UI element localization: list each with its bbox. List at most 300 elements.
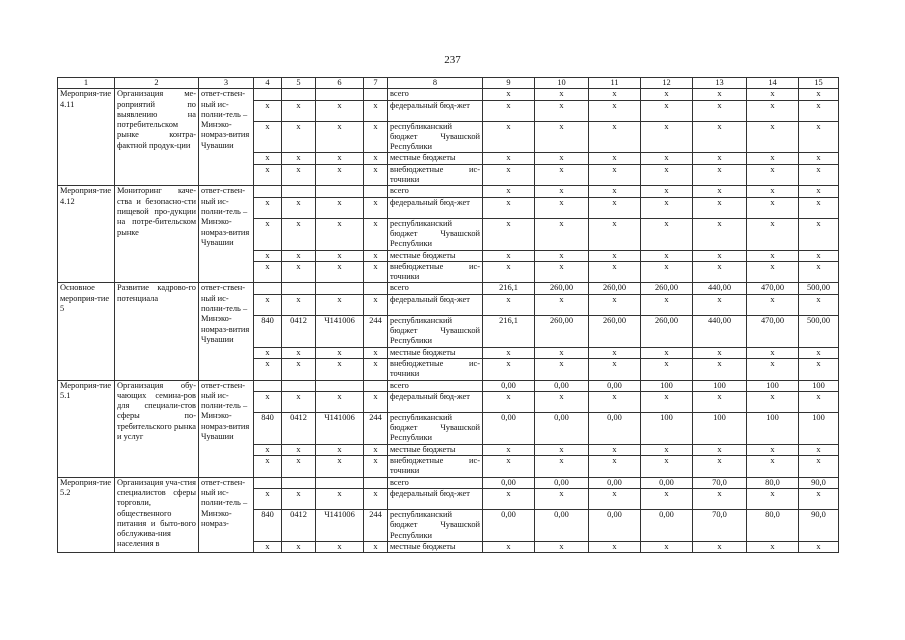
year-value-cell: x bbox=[483, 89, 535, 100]
year-value-cell: x bbox=[799, 186, 839, 197]
year-value-cell: x bbox=[535, 164, 589, 186]
year-value-cell: x bbox=[589, 121, 641, 153]
year-value-cell: x bbox=[799, 164, 839, 186]
year-value-cell: x bbox=[641, 456, 693, 478]
budget-code-cell: x bbox=[316, 391, 364, 412]
table-row bbox=[58, 186, 839, 197]
activity-name: Мониторинг каче-ства и безопасно-сти пищевой про-дукции на потре-бительском рынке bbox=[115, 186, 199, 283]
budget-code-cell bbox=[316, 283, 364, 294]
budget-code-cell: x bbox=[364, 100, 388, 121]
year-value-cell: 90,0 bbox=[799, 477, 839, 488]
funding-source: федеральный бюд-жет bbox=[388, 391, 483, 412]
activity-number: Основное мероприя-тие 5 bbox=[58, 283, 115, 380]
budget-code-cell: Ч141006 bbox=[316, 412, 364, 444]
year-value-cell: x bbox=[483, 218, 535, 250]
budget-code-cell: x bbox=[254, 164, 282, 186]
year-value-cell: 260,00 bbox=[589, 315, 641, 347]
year-value-cell: x bbox=[693, 250, 747, 261]
budget-code-cell bbox=[282, 380, 316, 391]
budget-code-cell: 840 bbox=[254, 509, 282, 541]
year-value-cell: x bbox=[535, 261, 589, 283]
budget-code-cell: x bbox=[254, 153, 282, 164]
budget-code-cell bbox=[364, 380, 388, 391]
year-value-cell: x bbox=[799, 250, 839, 261]
year-value-cell: x bbox=[589, 186, 641, 197]
year-value-cell: x bbox=[799, 197, 839, 218]
year-value-cell: 260,00 bbox=[641, 283, 693, 294]
budget-code-cell bbox=[364, 477, 388, 488]
year-value-cell: x bbox=[589, 391, 641, 412]
year-value-cell: x bbox=[589, 358, 641, 380]
budget-code-cell: 840 bbox=[254, 412, 282, 444]
year-value-cell: x bbox=[589, 100, 641, 121]
year-value-cell: x bbox=[483, 444, 535, 455]
budget-code-cell: 244 bbox=[364, 412, 388, 444]
year-value-cell: x bbox=[641, 261, 693, 283]
year-value-cell: x bbox=[747, 250, 799, 261]
budget-code-cell: x bbox=[254, 391, 282, 412]
budget-code-cell bbox=[316, 477, 364, 488]
budget-code-cell bbox=[364, 283, 388, 294]
budget-code-cell: x bbox=[364, 261, 388, 283]
table-row bbox=[58, 380, 839, 391]
year-value-cell: 260,00 bbox=[641, 315, 693, 347]
year-value-cell: x bbox=[641, 250, 693, 261]
year-value-cell: x bbox=[535, 186, 589, 197]
budget-code-cell: x bbox=[316, 456, 364, 478]
activity-number: Мероприя-тие 5.1 bbox=[58, 380, 115, 477]
year-value-cell: 0,00 bbox=[589, 412, 641, 444]
year-value-cell: 80,0 bbox=[747, 477, 799, 488]
year-value-cell: x bbox=[641, 121, 693, 153]
funding-source: внебюджетные ис-точники bbox=[388, 164, 483, 186]
budget-code-cell: 244 bbox=[364, 315, 388, 347]
year-value-cell: x bbox=[589, 541, 641, 552]
funding-source: внебюджетные ис-точники bbox=[388, 358, 483, 380]
budget-code-cell: x bbox=[364, 488, 388, 509]
year-value-cell: x bbox=[799, 347, 839, 358]
year-value-cell: x bbox=[535, 250, 589, 261]
budget-code-cell: x bbox=[254, 121, 282, 153]
year-value-cell: x bbox=[483, 358, 535, 380]
budget-code-cell: x bbox=[282, 164, 316, 186]
budget-code-cell bbox=[254, 380, 282, 391]
responsible-executor: ответ-ствен-ный ис-полни-тель – Минэко-номраз-вития Чувашии bbox=[199, 380, 254, 477]
funding-source: внебюджетные ис-точники bbox=[388, 456, 483, 478]
year-value-cell: x bbox=[693, 358, 747, 380]
year-value-cell: x bbox=[641, 186, 693, 197]
year-value-cell: 100 bbox=[693, 412, 747, 444]
year-value-cell: 500,00 bbox=[799, 315, 839, 347]
budget-code-cell: x bbox=[364, 541, 388, 552]
column-number: 10 bbox=[535, 78, 589, 89]
year-value-cell: 0,00 bbox=[641, 477, 693, 488]
budget-code-cell: x bbox=[254, 261, 282, 283]
budget-code-cell: x bbox=[282, 250, 316, 261]
activity-name: Организация обу-чающих семина-ров для специали-стов сферы по-требительского рынка и услуг bbox=[115, 380, 199, 477]
budget-code-cell: x bbox=[364, 444, 388, 455]
budget-code-cell: x bbox=[282, 153, 316, 164]
year-value-cell: x bbox=[483, 456, 535, 478]
year-value-cell: x bbox=[693, 164, 747, 186]
year-value-cell: 80,0 bbox=[747, 509, 799, 541]
year-value-cell: x bbox=[535, 218, 589, 250]
year-value-cell: x bbox=[747, 197, 799, 218]
year-value-cell: x bbox=[693, 294, 747, 315]
year-value-cell: x bbox=[693, 153, 747, 164]
year-value-cell: x bbox=[641, 164, 693, 186]
budget-code-cell bbox=[316, 380, 364, 391]
year-value-cell: x bbox=[535, 358, 589, 380]
budget-code-cell: x bbox=[254, 250, 282, 261]
budget-code-cell: x bbox=[254, 444, 282, 455]
year-value-cell: 100 bbox=[799, 412, 839, 444]
year-value-cell: x bbox=[535, 197, 589, 218]
year-value-cell: x bbox=[589, 261, 641, 283]
year-value-cell: x bbox=[641, 358, 693, 380]
year-value-cell: x bbox=[535, 153, 589, 164]
budget-code-cell bbox=[254, 89, 282, 100]
responsible-executor: ответ-ствен-ный ис-полни-тель – Минэко-номраз-вития Чувашии bbox=[199, 186, 254, 283]
year-value-cell: x bbox=[535, 444, 589, 455]
funding-source: всего bbox=[388, 380, 483, 391]
year-value-cell: x bbox=[483, 347, 535, 358]
budget-code-cell: x bbox=[282, 456, 316, 478]
funding-source: местные бюджеты bbox=[388, 541, 483, 552]
year-value-cell: x bbox=[589, 294, 641, 315]
year-value-cell: x bbox=[535, 294, 589, 315]
year-value-cell: x bbox=[693, 121, 747, 153]
year-value-cell: 0,00 bbox=[535, 509, 589, 541]
budget-code-cell: x bbox=[316, 444, 364, 455]
budget-code-cell: 840 bbox=[254, 315, 282, 347]
funding-source: республиканский бюджет Чувашской Республики bbox=[388, 509, 483, 541]
year-value-cell: x bbox=[483, 391, 535, 412]
table-row bbox=[58, 283, 839, 294]
budget-code-cell: x bbox=[282, 488, 316, 509]
budget-code-cell: x bbox=[364, 164, 388, 186]
column-number: 15 bbox=[799, 78, 839, 89]
year-value-cell: 100 bbox=[641, 412, 693, 444]
funding-source: федеральный бюд-жет bbox=[388, 294, 483, 315]
year-value-cell: x bbox=[641, 488, 693, 509]
year-value-cell: 0,00 bbox=[641, 509, 693, 541]
activity-name: Организация ме-роприятий по выявлению на потребительском рынке контра-фактной продук-ции bbox=[115, 89, 199, 186]
year-value-cell: x bbox=[535, 488, 589, 509]
year-value-cell: x bbox=[747, 541, 799, 552]
budget-code-cell: 0412 bbox=[282, 412, 316, 444]
year-value-cell: x bbox=[693, 488, 747, 509]
year-value-cell: x bbox=[535, 121, 589, 153]
year-value-cell: x bbox=[799, 456, 839, 478]
responsible-executor: ответ-ствен-ный ис-полни-тель – Минэко-номраз-вития Чувашии bbox=[199, 283, 254, 380]
year-value-cell: x bbox=[641, 444, 693, 455]
column-number: 6 bbox=[316, 78, 364, 89]
year-value-cell: 90,0 bbox=[799, 509, 839, 541]
year-value-cell: x bbox=[535, 347, 589, 358]
year-value-cell: x bbox=[799, 358, 839, 380]
year-value-cell: 70,0 bbox=[693, 477, 747, 488]
year-value-cell: 100 bbox=[747, 412, 799, 444]
year-value-cell: x bbox=[693, 218, 747, 250]
year-value-cell: x bbox=[535, 456, 589, 478]
budget-code-cell bbox=[282, 186, 316, 197]
year-value-cell: x bbox=[693, 391, 747, 412]
column-number: 4 bbox=[254, 78, 282, 89]
year-value-cell: 0,00 bbox=[589, 509, 641, 541]
funding-source: местные бюджеты bbox=[388, 250, 483, 261]
year-value-cell: x bbox=[535, 89, 589, 100]
year-value-cell: x bbox=[747, 347, 799, 358]
budget-code-cell: x bbox=[364, 456, 388, 478]
funding-source: внебюджетные ис-точники bbox=[388, 261, 483, 283]
budget-code-cell: x bbox=[254, 197, 282, 218]
budget-code-cell: x bbox=[254, 488, 282, 509]
budget-code-cell bbox=[364, 89, 388, 100]
year-value-cell: x bbox=[641, 153, 693, 164]
year-value-cell: x bbox=[693, 100, 747, 121]
budget-code-cell: x bbox=[316, 121, 364, 153]
budget-code-cell: x bbox=[364, 250, 388, 261]
year-value-cell: x bbox=[483, 186, 535, 197]
budget-code-cell: x bbox=[316, 100, 364, 121]
table-row bbox=[58, 89, 839, 100]
year-value-cell: x bbox=[483, 261, 535, 283]
budget-code-cell: x bbox=[282, 100, 316, 121]
year-value-cell: x bbox=[747, 488, 799, 509]
budget-code-cell: x bbox=[316, 294, 364, 315]
year-value-cell: x bbox=[641, 294, 693, 315]
funding-source: республиканский бюджет Чувашской Республики bbox=[388, 121, 483, 153]
year-value-cell: x bbox=[799, 100, 839, 121]
year-value-cell: x bbox=[799, 444, 839, 455]
year-value-cell: x bbox=[483, 153, 535, 164]
year-value-cell: 100 bbox=[641, 380, 693, 391]
year-value-cell: x bbox=[799, 488, 839, 509]
year-value-cell: x bbox=[641, 391, 693, 412]
year-value-cell: x bbox=[693, 89, 747, 100]
year-value-cell: x bbox=[535, 391, 589, 412]
funding-source: местные бюджеты bbox=[388, 347, 483, 358]
funding-source: всего bbox=[388, 89, 483, 100]
year-value-cell: 0,00 bbox=[589, 477, 641, 488]
activity-name: Развитие кадрово-го потенциала bbox=[115, 283, 199, 380]
column-number: 8 bbox=[388, 78, 483, 89]
year-value-cell: 0,00 bbox=[535, 412, 589, 444]
budget-code-cell: x bbox=[316, 488, 364, 509]
year-value-cell: x bbox=[747, 294, 799, 315]
budget-code-cell: x bbox=[254, 541, 282, 552]
budget-code-cell bbox=[254, 477, 282, 488]
column-number: 13 bbox=[693, 78, 747, 89]
year-value-cell: x bbox=[799, 391, 839, 412]
year-value-cell: x bbox=[747, 121, 799, 153]
year-value-cell: 260,00 bbox=[589, 283, 641, 294]
year-value-cell: x bbox=[747, 218, 799, 250]
budget-code-cell: Ч141006 bbox=[316, 315, 364, 347]
year-value-cell: x bbox=[589, 197, 641, 218]
year-value-cell: x bbox=[483, 541, 535, 552]
year-value-cell: x bbox=[589, 444, 641, 455]
budget-code-cell: Ч141006 bbox=[316, 509, 364, 541]
budget-code-cell: x bbox=[282, 391, 316, 412]
year-value-cell: x bbox=[535, 541, 589, 552]
budget-code-cell: 244 bbox=[364, 509, 388, 541]
year-value-cell: x bbox=[693, 541, 747, 552]
year-value-cell: 0,00 bbox=[483, 380, 535, 391]
year-value-cell: x bbox=[693, 261, 747, 283]
budget-code-cell: x bbox=[316, 261, 364, 283]
year-value-cell: x bbox=[589, 347, 641, 358]
budget-code-cell: x bbox=[316, 164, 364, 186]
year-value-cell: x bbox=[693, 197, 747, 218]
year-value-cell: 500,00 bbox=[799, 283, 839, 294]
budget-code-cell bbox=[282, 283, 316, 294]
year-value-cell: x bbox=[799, 121, 839, 153]
year-value-cell: x bbox=[799, 261, 839, 283]
funding-source: федеральный бюд-жет bbox=[388, 197, 483, 218]
year-value-cell: 0,00 bbox=[483, 509, 535, 541]
year-value-cell: 70,0 bbox=[693, 509, 747, 541]
year-value-cell: x bbox=[483, 488, 535, 509]
year-value-cell: x bbox=[693, 444, 747, 455]
column-number: 1 bbox=[58, 78, 115, 89]
year-value-cell: x bbox=[483, 250, 535, 261]
year-value-cell: x bbox=[641, 218, 693, 250]
budget-code-cell: x bbox=[316, 250, 364, 261]
year-value-cell: x bbox=[799, 294, 839, 315]
budget-table bbox=[57, 77, 839, 553]
responsible-executor: ответ-ствен-ный ис-полни-тель – Минэко-номраз- bbox=[199, 477, 254, 552]
year-value-cell: 216,1 bbox=[483, 315, 535, 347]
budget-code-cell: x bbox=[364, 197, 388, 218]
column-number: 11 bbox=[589, 78, 641, 89]
year-value-cell: x bbox=[589, 164, 641, 186]
year-value-cell: x bbox=[641, 197, 693, 218]
funding-source: местные бюджеты bbox=[388, 444, 483, 455]
budget-code-cell: x bbox=[364, 153, 388, 164]
budget-code-cell: x bbox=[282, 541, 316, 552]
year-value-cell: x bbox=[747, 456, 799, 478]
budget-code-cell: x bbox=[254, 358, 282, 380]
budget-code-cell: x bbox=[364, 294, 388, 315]
budget-code-cell: 0412 bbox=[282, 509, 316, 541]
year-value-cell: 440,00 bbox=[693, 315, 747, 347]
budget-code-cell: x bbox=[282, 218, 316, 250]
budget-code-cell: x bbox=[316, 197, 364, 218]
column-number: 9 bbox=[483, 78, 535, 89]
budget-code-cell: x bbox=[282, 261, 316, 283]
budget-code-cell: x bbox=[364, 347, 388, 358]
year-value-cell: x bbox=[799, 153, 839, 164]
budget-code-cell bbox=[254, 186, 282, 197]
budget-code-cell bbox=[316, 89, 364, 100]
year-value-cell: x bbox=[693, 186, 747, 197]
year-value-cell: x bbox=[483, 121, 535, 153]
year-value-cell: x bbox=[641, 541, 693, 552]
funding-source: республиканский бюджет Чувашской Республики bbox=[388, 315, 483, 347]
year-value-cell: 0,00 bbox=[483, 412, 535, 444]
year-value-cell: 470,00 bbox=[747, 283, 799, 294]
year-value-cell: 440,00 bbox=[693, 283, 747, 294]
year-value-cell: x bbox=[483, 100, 535, 121]
column-number: 7 bbox=[364, 78, 388, 89]
column-number: 14 bbox=[747, 78, 799, 89]
budget-code-cell bbox=[316, 186, 364, 197]
funding-source: республиканский бюджет Чувашской Республики bbox=[388, 218, 483, 250]
budget-code-cell: x bbox=[282, 197, 316, 218]
year-value-cell: x bbox=[483, 197, 535, 218]
year-value-cell: x bbox=[589, 218, 641, 250]
year-value-cell: x bbox=[799, 218, 839, 250]
year-value-cell: x bbox=[747, 100, 799, 121]
activity-number: Мероприя-тие 5.2 bbox=[58, 477, 115, 552]
year-value-cell: 0,00 bbox=[535, 380, 589, 391]
column-number: 3 bbox=[199, 78, 254, 89]
budget-code-cell: x bbox=[282, 294, 316, 315]
year-value-cell: x bbox=[693, 347, 747, 358]
year-value-cell: 470,00 bbox=[747, 315, 799, 347]
year-value-cell: 0,00 bbox=[535, 477, 589, 488]
year-value-cell: 0,00 bbox=[589, 380, 641, 391]
year-value-cell: x bbox=[483, 294, 535, 315]
budget-code-cell: x bbox=[316, 218, 364, 250]
year-value-cell: x bbox=[589, 89, 641, 100]
year-value-cell: 100 bbox=[747, 380, 799, 391]
year-value-cell: 260,00 bbox=[535, 283, 589, 294]
year-value-cell: 100 bbox=[693, 380, 747, 391]
year-value-cell: x bbox=[589, 488, 641, 509]
year-value-cell: 0,00 bbox=[483, 477, 535, 488]
year-value-cell: x bbox=[747, 261, 799, 283]
year-value-cell: x bbox=[641, 347, 693, 358]
year-value-cell: x bbox=[747, 391, 799, 412]
activity-name: Организация уча-стия специалистов сферы торговли, общественного питания и быто-вого обслужива-ния населения в bbox=[115, 477, 199, 552]
budget-code-cell: x bbox=[316, 153, 364, 164]
year-value-cell: x bbox=[747, 186, 799, 197]
year-value-cell: x bbox=[747, 89, 799, 100]
year-value-cell: x bbox=[747, 153, 799, 164]
budget-code-cell bbox=[282, 477, 316, 488]
responsible-executor: ответ-ствен-ный ис-полни-тель – Минэко-номраз-вития Чувашии bbox=[199, 89, 254, 186]
year-value-cell: 100 bbox=[799, 380, 839, 391]
budget-code-cell bbox=[364, 186, 388, 197]
budget-code-cell bbox=[282, 89, 316, 100]
column-number: 5 bbox=[282, 78, 316, 89]
funding-source: всего bbox=[388, 477, 483, 488]
year-value-cell: x bbox=[799, 89, 839, 100]
funding-source: федеральный бюд-жет bbox=[388, 488, 483, 509]
table-row bbox=[58, 477, 839, 488]
budget-code-cell: x bbox=[254, 456, 282, 478]
year-value-cell: x bbox=[589, 250, 641, 261]
page-number: 237 bbox=[444, 54, 461, 66]
activity-number: Мероприя-тие 4.12 bbox=[58, 186, 115, 283]
budget-code-cell: x bbox=[364, 121, 388, 153]
budget-code-cell: x bbox=[364, 391, 388, 412]
funding-source: всего bbox=[388, 186, 483, 197]
year-value-cell: 216,1 bbox=[483, 283, 535, 294]
funding-source: местные бюджеты bbox=[388, 153, 483, 164]
year-value-cell: x bbox=[535, 100, 589, 121]
column-number: 12 bbox=[641, 78, 693, 89]
budget-code-cell: x bbox=[316, 347, 364, 358]
year-value-cell: x bbox=[641, 100, 693, 121]
budget-code-cell: x bbox=[316, 541, 364, 552]
budget-code-cell: x bbox=[364, 218, 388, 250]
budget-code-cell: x bbox=[254, 294, 282, 315]
year-value-cell: x bbox=[799, 541, 839, 552]
